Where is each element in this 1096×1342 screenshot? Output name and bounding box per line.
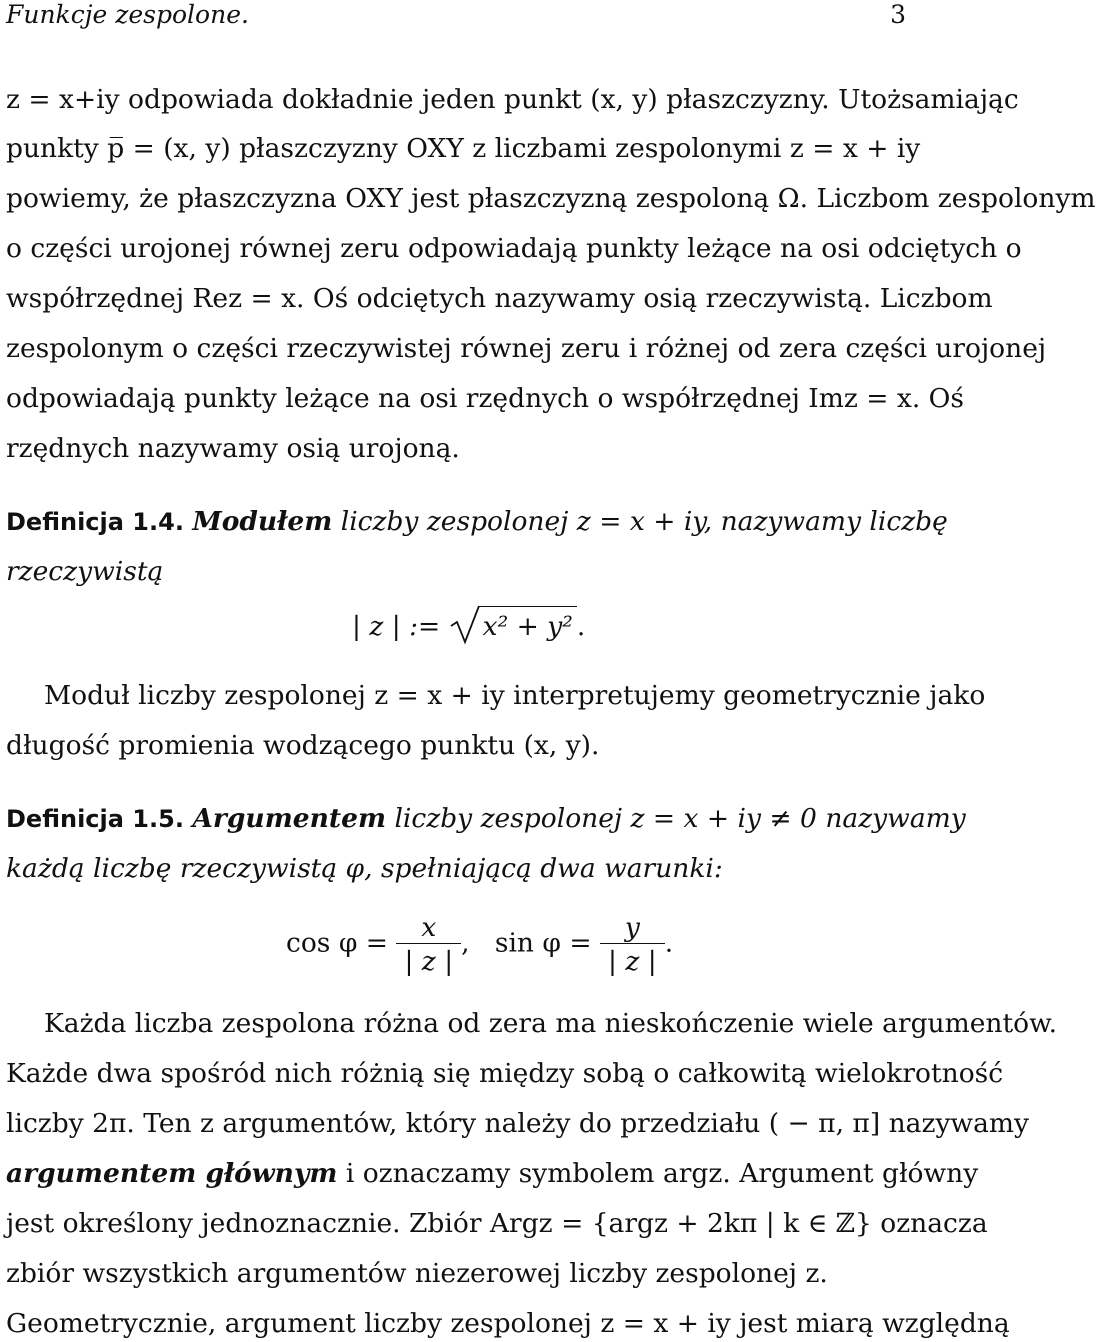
text-line: Geometrycznie, argument liczby zespolonej z = x + iy jest miarą względną bbox=[6, 1308, 1010, 1339]
text-line: rzędnych nazywamy osią urojoną. bbox=[6, 433, 460, 464]
radicand: x² + y² bbox=[479, 606, 577, 642]
definition-1-4-line bbox=[6, 506, 948, 538]
text-line: długość promienia wodzącego punktu (x, y). bbox=[6, 730, 600, 761]
argument-formula bbox=[286, 912, 673, 977]
text-line: o części urojonej równej zeru odpowiadają punkty leżące na osi odciętych o bbox=[6, 233, 1022, 264]
formula-lhs: | z | := bbox=[352, 611, 441, 642]
formula-period: . bbox=[576, 611, 586, 642]
definition-1-5-line bbox=[6, 803, 966, 835]
defined-term: Modułem bbox=[192, 506, 333, 537]
definition-label: Definicja 1.5. bbox=[6, 805, 184, 833]
sin-lhs: sin φ = bbox=[494, 927, 592, 959]
defined-term: Argumentem bbox=[192, 803, 387, 834]
text-line: Każde dwa spośród nich różnią się między sobą o całkowitą wielokrotność bbox=[6, 1058, 1004, 1089]
cos-lhs: cos φ = bbox=[286, 927, 389, 959]
text-line: jest określony jednoznacznie. Zbiór Argz = {argz + 2kπ | k ∈ ℤ} oznacza bbox=[6, 1208, 988, 1239]
fraction-numerator: x bbox=[421, 912, 437, 943]
text-line: punkty p̅ = (x, y) płaszczyzny OXY z liczbami zespolonymi z = x + iy bbox=[6, 133, 921, 164]
text-line: Każda liczba zespolona różna od zera ma nieskończenie wiele argumentów. bbox=[44, 1008, 1058, 1039]
running-title: Funkcje zespolone. bbox=[6, 0, 249, 29]
text-segment: i oznaczamy symbolem argz. Argument główny bbox=[345, 1158, 979, 1189]
text-line: z = x+iy odpowiada dokładnie jeden punkt (x, y) płaszczyzny. Utożsamiając bbox=[6, 84, 1019, 115]
square-root bbox=[449, 606, 577, 642]
text-line: współrzędnej Rez = x. Oś odciętych nazywamy osią rzeczywistą. Liczbom bbox=[6, 283, 993, 314]
fraction-denominator: | z | bbox=[600, 943, 665, 977]
page-number: 3 bbox=[890, 0, 906, 29]
formula-period: . bbox=[664, 927, 674, 959]
fraction-numerator: y bbox=[624, 912, 640, 943]
defined-term: argumentem głównym bbox=[6, 1158, 338, 1189]
text-line: odpowiadają punkty leżące na osi rzędnych o współrzędnej Imz = x. Oś bbox=[6, 383, 965, 414]
cos-fraction bbox=[396, 912, 461, 977]
fraction-denominator: | z | bbox=[396, 943, 461, 977]
modulus-formula bbox=[352, 606, 585, 642]
radical-sign-icon bbox=[449, 600, 481, 644]
text-line: zbiór wszystkich argumentów niezerowej liczby zespolonej z. bbox=[6, 1258, 828, 1289]
page-header bbox=[6, 0, 906, 30]
definition-label: Definicja 1.4. bbox=[6, 508, 184, 536]
text-line: powiemy, że płaszczyzna OXY jest płaszczyzną zespoloną Ω. Liczbom zespolonym bbox=[6, 183, 1096, 214]
definition-text: rzeczywistą bbox=[6, 556, 164, 587]
definition-text: liczby zespolonej z = x + iy, nazywamy liczbę bbox=[340, 506, 948, 537]
sin-fraction bbox=[600, 912, 665, 977]
text-line: zespolonym o części rzeczywistej równej zeru i różnej od zera części urojonej bbox=[6, 333, 1047, 364]
text-line: Moduł liczby zespolonej z = x + iy interpretujemy geometrycznie jako bbox=[44, 680, 986, 711]
separator: , bbox=[461, 927, 470, 959]
text-line: liczby 2π. Ten z argumentów, który należy do przedziału ( − π, π] nazywamy bbox=[6, 1108, 1029, 1139]
definition-text: liczby zespolonej z = x + iy ≠ 0 nazywamy bbox=[394, 803, 966, 834]
text-line bbox=[6, 1158, 979, 1190]
definition-text: każdą liczbę rzeczywistą φ, spełniającą dwa warunki: bbox=[6, 853, 723, 884]
